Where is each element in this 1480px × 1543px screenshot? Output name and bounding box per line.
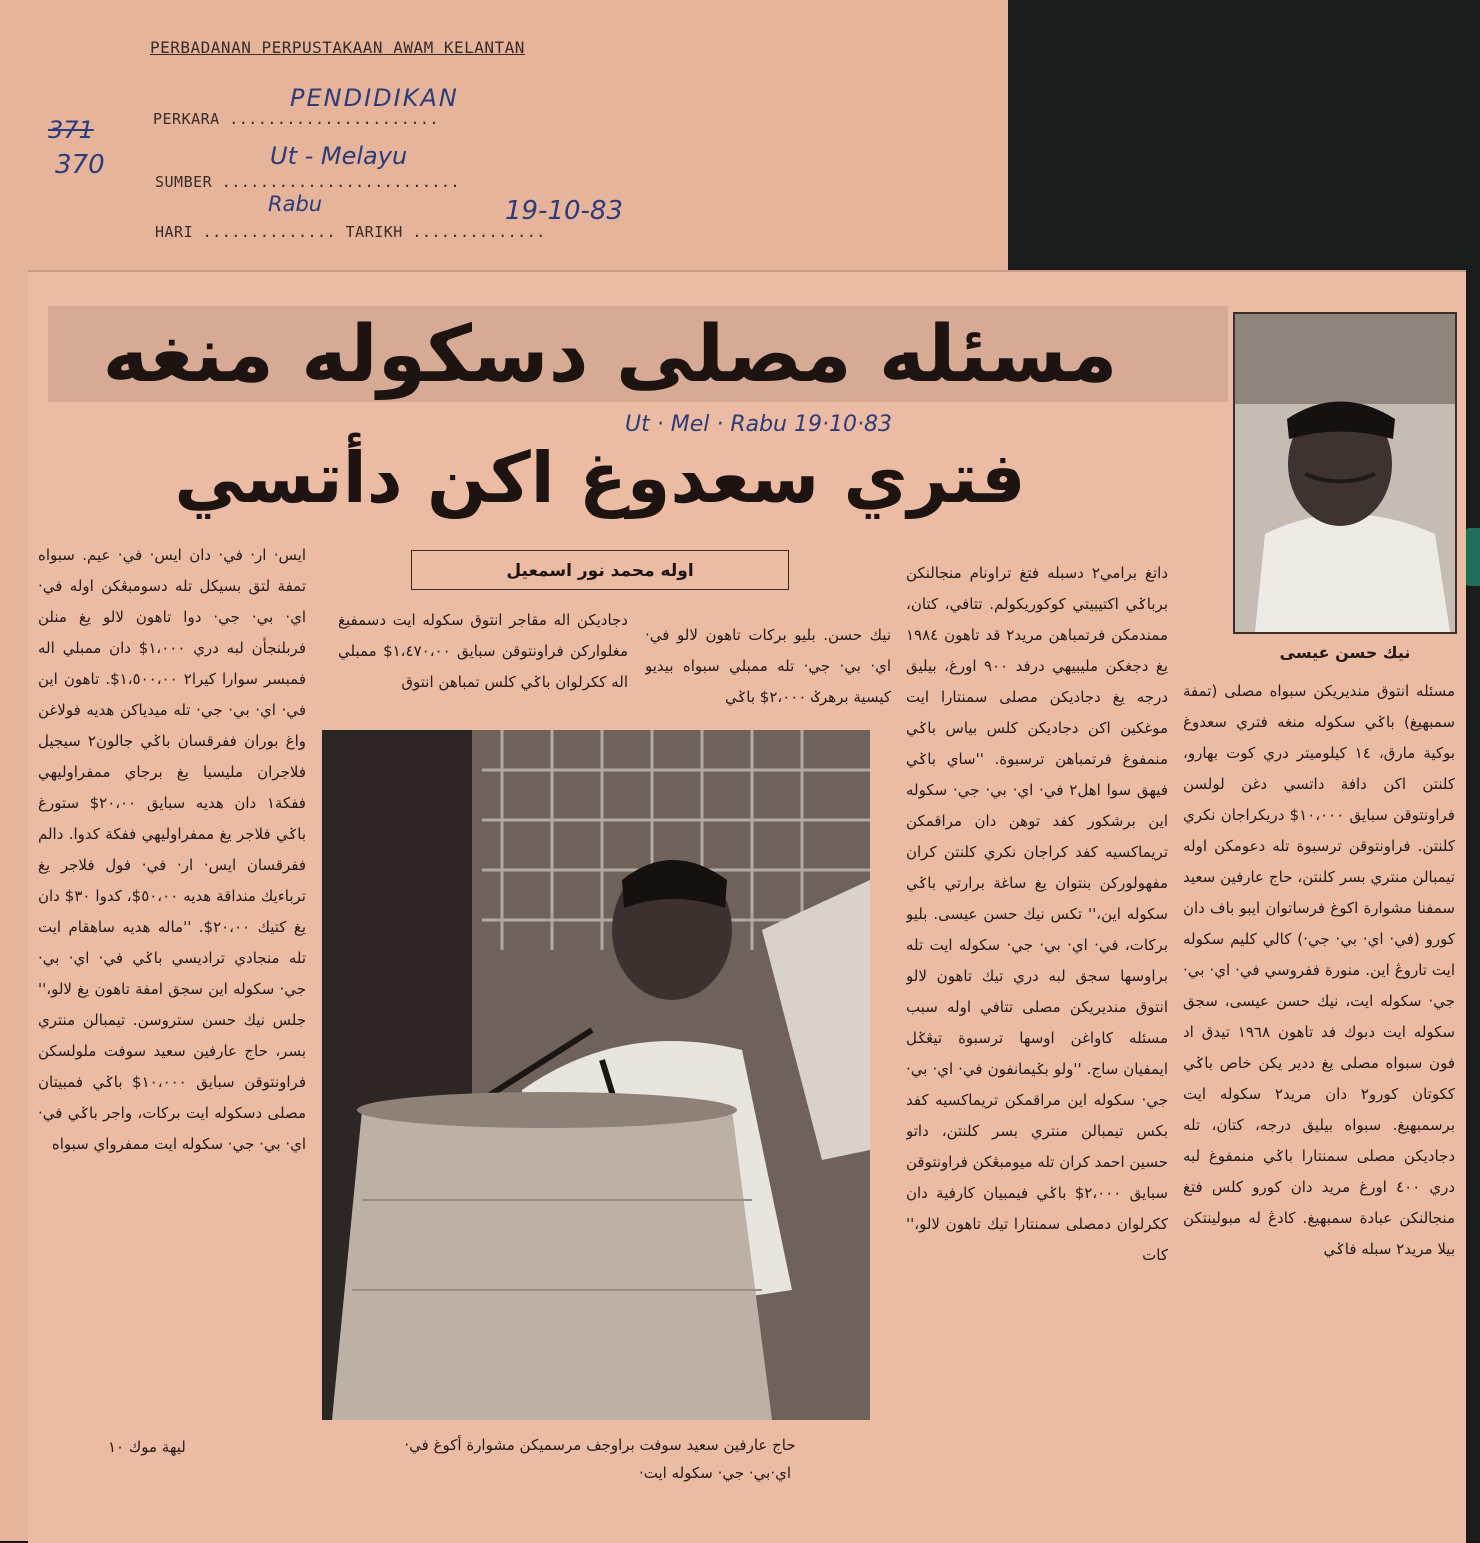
tarikh-value: 19-10-83 [505,196,624,226]
portrait-photo [1233,312,1457,634]
main-photo [322,730,870,1420]
perkara-value: PENDIDIKAN [290,84,459,112]
hari-label: HARI [155,223,194,241]
speaker-illustration [322,730,870,1420]
hari-tarikh-row [155,223,546,241]
photo-caption-line-2: اي·بي· جي· سكوله ايت· [638,1464,792,1482]
dotted-leader: ...................... [229,110,439,128]
sumber-value: Ut - Melayu [270,142,408,170]
column-mid-top-a: نيك حسن. بليو بركات تاهون لالو في· اي· بي· جي· تله ممبلي سبواه بيديو كيسية برهرݢ ٢،٠٠٠$ باݢي [645,626,891,706]
hari-value: Rabu [268,192,323,216]
dotted-leader: .............. [412,223,546,241]
portrait-illustration [1235,314,1455,632]
dotted-leader: .............. [202,223,337,241]
tarikh-label: TARIKH [345,223,403,241]
dotted-leader: ......................... [221,173,460,191]
perkara-row [153,110,439,128]
perkara-label: PERKARA [153,110,220,128]
column-left: ايس· ار· في· دان ايس· في· عيم. سبواه تمفة لتق بسيكل تله دسومبڠكن اوله في· اي· بي· جي· دوا تاهون لالو يغ منلن فربلنجأن لبه دري ١،٠٠٠$ دان ممبلي اله فمبسر سوارا كيرا٢ ١،٥٠٠،٠٠$. تاهون اين في· اي· بي· جي· تله ميدياكن هديه فولاغن واغ بوران ففرقسان باݢي جالون٢ سيجيل فلاجران مليسيا يغ برجاي ممفراوليهي ففكة١ دان هديه سبايق ٢٠،٠٠$ ستورغ باݢي فلاجر يغ ممفراوليهي ففكة كدوا. دالم ففرقسان ايس· ار· في· فول فلاجر يغ ترباءيك منداقة هديه ٥٠،٠٠$، كدوا ٣٠$ دان يغ كتيك ٢٠،٠٠$. ''ماله هديه ساهقام ايت تله منجادي تراديسي باݢي في· اي· بي· جي· سكوله اين سجق امفة تاهون يغ لالو،'' جلس نيك حسن ستروسن. تيمبالن منتري بسر، حاج عارفين سعيد سوفت ملولسكن فراونتوقن سبايق ١٠،٠٠٠$ باݢي فمبيتان مصلى دسكوله ايت بركات، واجر باݢي في· اي· بي· جي· سكوله ايت ممفرواي سبواه [38,546,306,1153]
handwritten-note: Ut · Mel · Rabu 19·10·83 [625,412,892,437]
portrait-caption: نيك حسن عيسى [1279,643,1411,662]
photo-caption-line-1: حاج عارفين سعيد سوفت براوجف مرسميكن مشوارة أكوغ في· [404,1436,796,1454]
sumber-label: SUMBER [155,173,213,191]
column-mid-right: داتغ برامي٢ دسبله فتغ تراونام منجالنكن برباݢي اكتيبيتي كوكوريكولم. تتافي، كتان، ممندمكن فرتمباهن مريد٢ قد تاهون ١٩٨٤ يغ دجغكن مليبيهي درفد ٩٠٠ اورغ، بيليق درجه يغ دجاديكن مصلى سمنتارا ايت موغكين اكن دجاديكن كلس بياس باݢي منمفوغ فرتمباهن ترسبوة. ''ساي باݢي فيهق سوا اهل٢ في· اي· بي· جي· سكوله اين برشكور كفد توهن دان مراقمكن تريماكسيه كفد كراجان نكري كلنتن كران مفهولوركن بنتوان يغ ساغة برارتي باݢي سكوله اين،'' تكس نيك حسن عيسى. بليو بركات، في· اي· بي· جي· سكوله ايت تله براوسها سجق لبه دري تيك تاهون لالو انتوق منديريكن مصلى تتافي اوله سبب مسئله كاواغن اوسها ترسبوة تيڠݢل ايمفيان ساج. ''ولو بݢيمانفون في· اي· بي· جي· سكوله اين مراقمكن تريماكسيه كفد بكس تيمبالن منتري بسر كلنتن، داتو حسين احمد كران تله ميومبڠكن فراونتوقن سبايق ٢،٠٠٠$ باݢي فيمبيان كارفية دان ككرلوان دمصلى سمنتارا تيك تاهون لالو،'' كات [906,564,1168,1264]
column-mid-top-b: دجاديكن اله مقاجر انتوق سكوله ايت دسمفيغ مغلواركن فراونتوقن سبايق ١،٤٧٠،٠٠$ ممبلي اله ككرلوان باݢي كلس تمباهن انتوق [338,611,628,691]
sumber-row [155,173,460,191]
headline-line-2: فتري سعدوغ اكن دأتسي [174,437,1026,519]
headline-line-1: مسئله مصلى دسكوله منغه [102,310,1118,400]
organization-title: PERBADANAN PERPUSTAKAAN AWAM KELANTAN [150,38,525,57]
margin-code: 370 [55,150,105,180]
column-right: مسئله انتوق منديريكن سبواه مصلى (تمفة سمبهيغ) باݢي سكوله منغه فتري سعدوغ بوكية مارق، ١٤ كيلوميتر دري كوت بهارو، كلنتن اكن دافة داتسي دغن لولسن فراونتوقن سبايق ١٠،٠٠٠$ دريكراجان نكري كلنتن. فراونتوقن ترسبوة تله دعومكن اوله تيمبالن منتري بسر كلنتن، حاج عارفين سعيد سمفنا مشوارة اكوغ فرساتوان ايبو باف دان كورو (في· اي· بي· جي·) كالي كليم سكوله ايت تاروڠ اين. منورة ففروسي في· اي· بي· جي· سكوله ايت، نيك حسن عيسى، سجق سكوله ايت دبوك فد تاهون ١٩٦٨ تيدق اد فون سبواه مصلى يغ ددير يكن خاص باݢي ككوتان كورو٢ دان مريد٢ سكوله ايت برسمبهيغ. سبواه بيليق درجه، كتان، تله دجاديكن مصلى سمنتارا باݢي منمفوغ لبه دري ٤٠٠ اورغ مريد دان كورو كلس فتغ منجالنكن عبادة سمبهيغ. كادڠ له مبولينتكن بيلا مريد٢ سبله فاݢي [1183,682,1455,1258]
margin-code-struck: 371 [48,116,94,144]
byline: اوله محمد نور اسمعيل [411,550,789,590]
continued-reference: ليهة موك ١٠ [108,1438,186,1456]
